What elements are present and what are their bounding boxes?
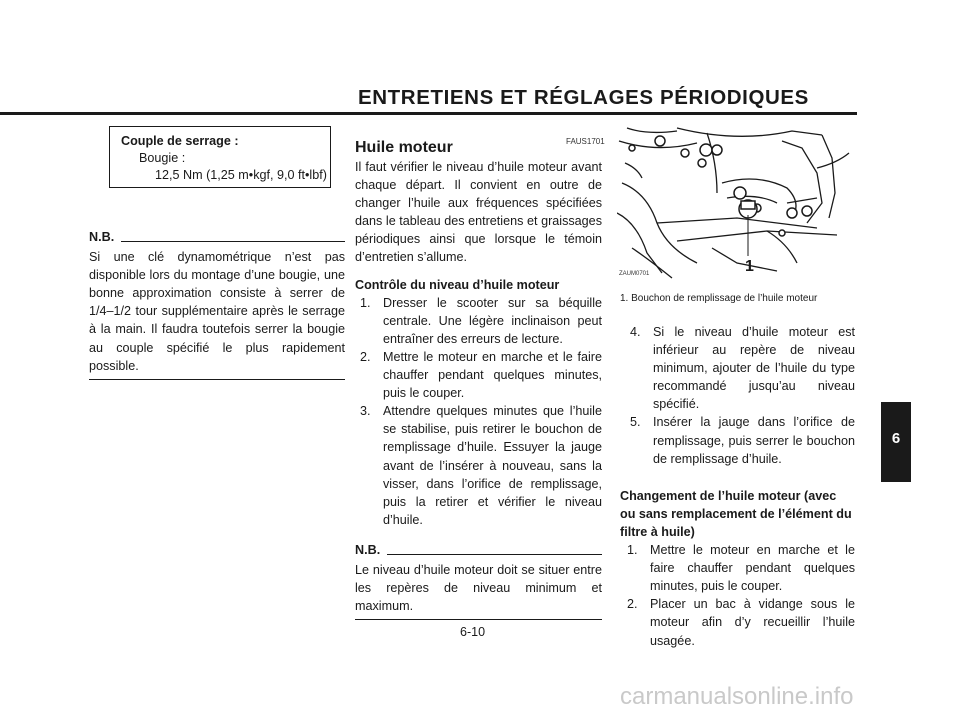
change-steps xyxy=(620,541,855,650)
nb-end-rule xyxy=(355,619,602,620)
list-item: 3. Attendre quelques minutes que l’huile se stabilise, puis retirer le bouchon de remplissage d’huile. Essuyer la jauge avant de l’insérer à nouveau, sans la visser, dans l’orifice de remplissage, puis la retirer et vérifier le niveau d’huile. xyxy=(360,404,602,527)
figure-code: ZAUM0701 xyxy=(619,271,650,277)
figure-caption: 1. Bouchon de remplissage de l’huile moteur xyxy=(620,293,818,304)
left-note xyxy=(89,228,345,380)
section-title: Huile moteur xyxy=(355,139,453,156)
intro-paragraph: Il faut vérifier le niveau d’huile moteur avant chaque départ. Il convient en outre de changer l’huile aux fréquences spécifiées dans le tableau des entretiens et graissages périodiques ainsi que lorsque le témoin d’entretien s’allume. xyxy=(355,160,602,265)
chapter-tab xyxy=(881,402,911,482)
list-item: 5. Insérer la jauge dans l’orifice de remplissage, puis serrer le bouchon de remplissage d’huile. xyxy=(630,415,855,466)
list-item: 2. Mettre le moteur en marche et le faire chauffer pendant quelques minutes, puis le couper. xyxy=(360,349,602,401)
check-steps-continued xyxy=(620,323,855,468)
page-header-title: ENTRETIENS ET RÉGLAGES PÉRIODIQUES xyxy=(358,86,809,109)
nb-label: N.B. xyxy=(89,230,115,244)
watermark: carmanualsonline.info xyxy=(620,683,854,710)
check-subheading: Contrôle du niveau d’huile moteur xyxy=(355,277,560,292)
header-rule xyxy=(0,112,857,115)
nb-heading xyxy=(355,541,602,559)
nb-label: N.B. xyxy=(355,542,381,557)
nb-heading xyxy=(89,228,345,246)
nb-text: Si une clé dynamométrique n’est pas disponible lors du montage d’une bougie, une bonne approximation consiste à serrer de 1/4–1/2 tour supplémentaire après le serrage à la main. Il faudra toutefois serrer la bougie au couple spécifié le plus rapidement possible. xyxy=(89,250,345,373)
torque-item: Bougie : xyxy=(139,151,186,165)
middle-column xyxy=(355,137,602,620)
list-item: 4. Si le niveau d’huile moteur est inférieur au repère de niveau minimum, ajouter de l’huile du type recommandé jusqu’au niveau spécifié. xyxy=(630,325,855,412)
right-column xyxy=(620,323,855,650)
nb-text: Le niveau d’huile moteur doit se situer entre les repères de niveau minimum et maximum. xyxy=(355,562,602,614)
nb-end-rule xyxy=(89,379,345,380)
oil-filler-cap-illustration xyxy=(617,123,857,283)
torque-value: 12,5 Nm (1,25 m•kgf, 9,0 ft•lbf) xyxy=(155,168,327,182)
page-number: 6-10 xyxy=(460,625,486,639)
change-subheading: Changement de l’huile moteur (avec ou sans remplacement de l’élément du filtre à huile) xyxy=(620,488,852,539)
chapter-tab-number: 6 xyxy=(891,430,901,447)
section-code: FAUS1701 xyxy=(566,137,605,146)
list-item: 1. Dresser le scooter sur sa béquille centrale. Une légère inclinaison peut entraîner des erreurs de lecture. xyxy=(360,295,602,346)
list-item: 1. Mettre le moteur en marche et le faire chauffer pendant quelques minutes, puis le couper. xyxy=(627,543,855,594)
torque-title: Couple de serrage : xyxy=(121,134,239,148)
nb-rule xyxy=(387,554,602,555)
check-steps xyxy=(355,294,602,529)
figure-callout-number: 1 xyxy=(745,258,754,275)
torque-spec-box xyxy=(109,126,331,188)
list-item: 2. Placer un bac à vidange sous le moteur afin d’y recueillir l’huile usagée. xyxy=(627,597,855,648)
nb-rule xyxy=(121,241,345,242)
